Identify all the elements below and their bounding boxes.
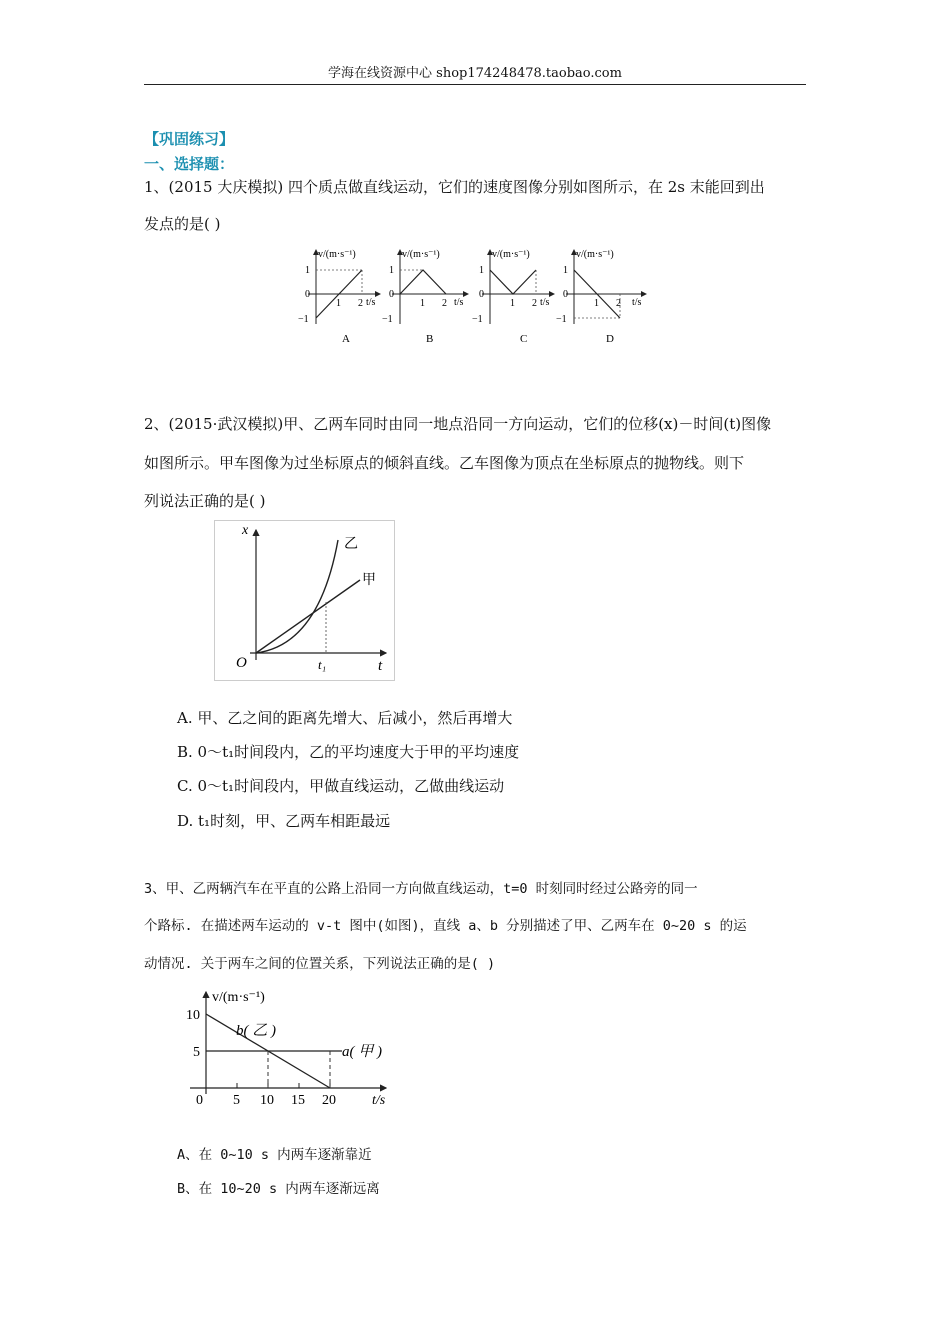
question-1-line-1: 1、(2015 大庆模拟) 四个质点做直线运动，它们的速度图像分别如图所示，在 2s 末能回到出	[144, 178, 765, 196]
t1-label: t₁	[318, 657, 327, 672]
question-3-line-2: 个路标. 在描述两车运动的 v-t 图中(如图)，直线 a、b 分别描述了甲、乙两车在 0~20 s 的运	[144, 918, 747, 934]
graph-c	[472, 249, 554, 345]
question-2-line-2: 如图所示。甲车图像为过坐标原点的倾斜直线。乙车图像为顶点在坐标原点的抛物线。则下	[144, 454, 745, 472]
svg-text:1: 1	[563, 265, 568, 276]
x-tick-5: 5	[233, 1093, 240, 1108]
graph-c-label: C	[520, 333, 528, 345]
origin-label: O	[236, 655, 247, 671]
section-title: 【巩固练习】	[144, 130, 235, 148]
graph-d-label: D	[606, 333, 614, 345]
question-3-line-3: 动情况. 关于两车之间的位置关系，下列说法正确的是( )	[144, 956, 496, 972]
graph-c-line	[490, 270, 536, 294]
question-1-line-2: 发点的是( )	[144, 215, 221, 233]
svg-text:2: 2	[616, 298, 621, 309]
graph-a-ylabel: v/(m·s⁻¹)	[318, 249, 356, 260]
q1-graphs	[296, 244, 656, 350]
question-3-line-1: 3、甲、乙两辆汽车在平直的公路上沿同一方向做直线运动，t=0 时刻同时经过公路旁的同一	[144, 881, 698, 897]
svg-text:2: 2	[358, 298, 363, 309]
svg-text:−1: −1	[298, 314, 309, 325]
q2-option-a[interactable]: A. 甲、乙之间的距离先增大、后减小，然后再增大	[177, 709, 513, 727]
q3-ylabel: v/(m·s⁻¹)	[212, 990, 265, 1005]
line-jia-label: 甲	[362, 573, 376, 588]
x-tick-10: 10	[260, 1093, 274, 1108]
q2-option-c[interactable]: C. 0～t₁时间段内，甲做直线运动，乙做曲线运动	[177, 777, 505, 795]
x-tick-0: 0	[196, 1093, 203, 1108]
svg-text:2: 2	[442, 298, 447, 309]
svg-text:v/(m·s⁻¹): v/(m·s⁻¹)	[402, 249, 440, 260]
x-tick-15: 15	[291, 1093, 305, 1108]
y-tick-5: 5	[193, 1045, 200, 1060]
svg-text:0: 0	[563, 289, 568, 300]
graph-b	[382, 249, 468, 345]
q3-option-a[interactable]: A、在 0~10 s 内两车逐渐靠近	[177, 1147, 372, 1163]
curve-yi-label: 乙	[344, 537, 358, 552]
svg-text:0: 0	[479, 289, 484, 300]
graph-b-label: B	[426, 333, 434, 345]
svg-text:t/s: t/s	[540, 297, 550, 308]
svg-text:1: 1	[510, 298, 515, 309]
section-subtitle: 一、选择题：	[144, 155, 235, 173]
line-a-label: a( 甲 )	[342, 1044, 382, 1060]
svg-text:v/(m·s⁻¹): v/(m·s⁻¹)	[492, 249, 530, 260]
line-b-label: b( 乙 )	[236, 1023, 276, 1039]
svg-text:1: 1	[594, 298, 599, 309]
x-tick-20: 20	[322, 1093, 336, 1108]
svg-text:t/s: t/s	[632, 297, 642, 308]
page-header: 学海在线资源中心 shop174248478.taobao.com	[144, 66, 806, 85]
svg-text:t/s: t/s	[454, 297, 464, 308]
x-axis-label: x	[242, 523, 249, 538]
svg-text:1: 1	[479, 265, 484, 276]
graph-b-line	[400, 270, 446, 294]
y-tick-10: 10	[186, 1008, 200, 1023]
svg-text:2: 2	[532, 298, 537, 309]
svg-text:0: 0	[305, 289, 310, 300]
svg-text:1: 1	[336, 298, 341, 309]
q2-option-b[interactable]: B. 0～t₁时间段内，乙的平均速度大于甲的平均速度	[177, 743, 520, 761]
t-axis-label: t	[378, 658, 383, 674]
svg-text:1: 1	[420, 298, 425, 309]
graph-a	[298, 249, 380, 345]
svg-text:v/(m·s⁻¹): v/(m·s⁻¹)	[576, 249, 614, 260]
svg-text:1: 1	[389, 265, 394, 276]
svg-text:−1: −1	[556, 314, 567, 325]
q2-option-d[interactable]: D. t₁时刻，甲、乙两车相距最远	[177, 812, 391, 830]
q3-graph	[176, 984, 400, 1112]
graph-d	[556, 249, 646, 345]
question-2-line-1: 2、(2015·武汉模拟)甲、乙两车同时由同一地点沿同一方向运动，它们的位移(x)－时间(t)图像	[144, 415, 772, 433]
svg-text:−1: −1	[382, 314, 393, 325]
svg-text:−1: −1	[472, 314, 483, 325]
graph-a-xlabel: t/s	[366, 297, 376, 308]
question-2-line-3: 列说法正确的是( )	[144, 492, 266, 510]
svg-text:1: 1	[305, 265, 310, 276]
q3-option-b[interactable]: B、在 10~20 s 内两车逐渐远离	[177, 1181, 380, 1197]
graph-a-label: A	[342, 333, 350, 345]
q2-graph	[214, 520, 396, 682]
svg-text:0: 0	[389, 289, 394, 300]
q3-xlabel: t/s	[372, 1093, 386, 1108]
